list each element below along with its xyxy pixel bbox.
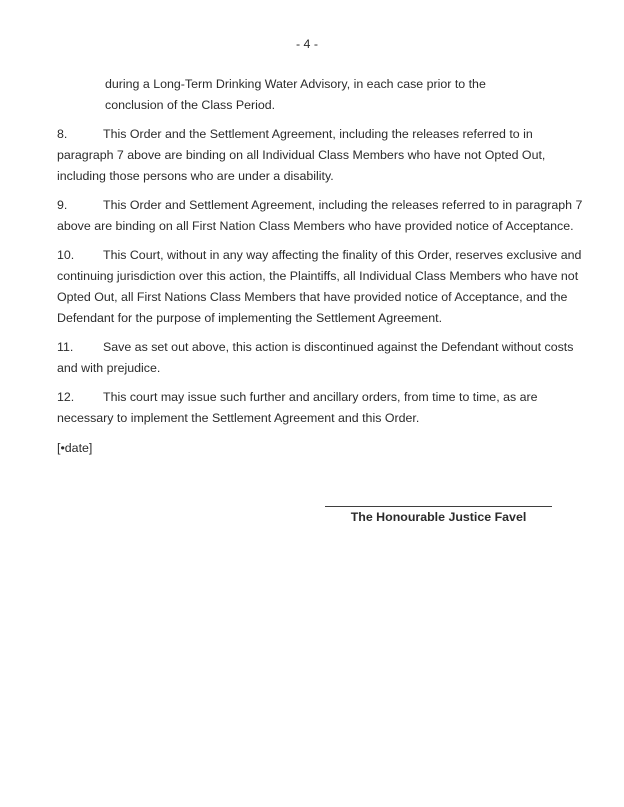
paragraph-line: Opted Out, all First Nations Class Members that have provided notice of Acceptance, and the xyxy=(57,290,568,304)
continuation-line: during a Long-Term Drinking Water Advisory, in each case prior to the xyxy=(105,77,486,91)
paragraph-line: This Court, without in any way affecting the finality of this Order, reserves exclusive and xyxy=(103,248,582,262)
paragraph-number: 12. xyxy=(57,390,75,404)
paragraph-number: 9. xyxy=(57,198,68,212)
paragraph-line: This Order and the Settlement Agreement, including the releases referred to in xyxy=(103,127,533,141)
continuation-line: conclusion of the Class Period. xyxy=(105,98,276,112)
paragraph-number: 8. xyxy=(57,127,68,141)
signature-name: The Honourable Justice Favel xyxy=(350,510,527,524)
paragraph-line: paragraph 7 above are binding on all Individual Class Members who have not Opted Out, xyxy=(57,148,546,162)
page-number: - 4 - xyxy=(295,37,319,51)
paragraph-line: continuing jurisdiction over this action, the Plaintiffs, all Individual Class Members who have not xyxy=(57,269,579,283)
paragraph-line: This Order and Settlement Agreement, including the releases referred to in paragraph 7 xyxy=(103,198,583,212)
paragraph-number: 10. xyxy=(57,248,75,262)
paragraph-first-line xyxy=(57,124,557,145)
paragraph-line: Defendant for the purpose of implementing the Settlement Agreement. xyxy=(57,311,443,325)
paragraph-line: Save as set out above, this action is discontinued against the Defendant without costs xyxy=(103,340,574,354)
paragraph-first-line xyxy=(57,195,583,216)
paragraph-line: necessary to implement the Settlement Agreement and this Order. xyxy=(57,411,420,425)
paragraph-9 xyxy=(57,195,583,237)
paragraph-10 xyxy=(57,245,582,329)
paragraph-11 xyxy=(57,337,574,379)
paragraph-line: including those persons who are under a disability. xyxy=(57,169,334,183)
continuation-block xyxy=(105,74,557,116)
paragraph-8 xyxy=(57,124,557,187)
paragraph-12 xyxy=(57,387,557,429)
paragraph-line: This court may issue such further and ancillary orders, from time to time, as are xyxy=(103,390,538,404)
paragraph-first-line xyxy=(57,245,582,266)
date-placeholder: [•date] xyxy=(57,441,93,455)
paragraph-line: above are binding on all First Nation Class Members who have provided notice of Acceptance. xyxy=(57,219,574,233)
paragraph-number: 11. xyxy=(57,340,74,354)
paragraph-line: and with prejudice. xyxy=(57,361,161,375)
paragraph-first-line xyxy=(57,387,557,408)
signature-block xyxy=(325,506,552,528)
paragraph-first-line xyxy=(57,337,574,358)
